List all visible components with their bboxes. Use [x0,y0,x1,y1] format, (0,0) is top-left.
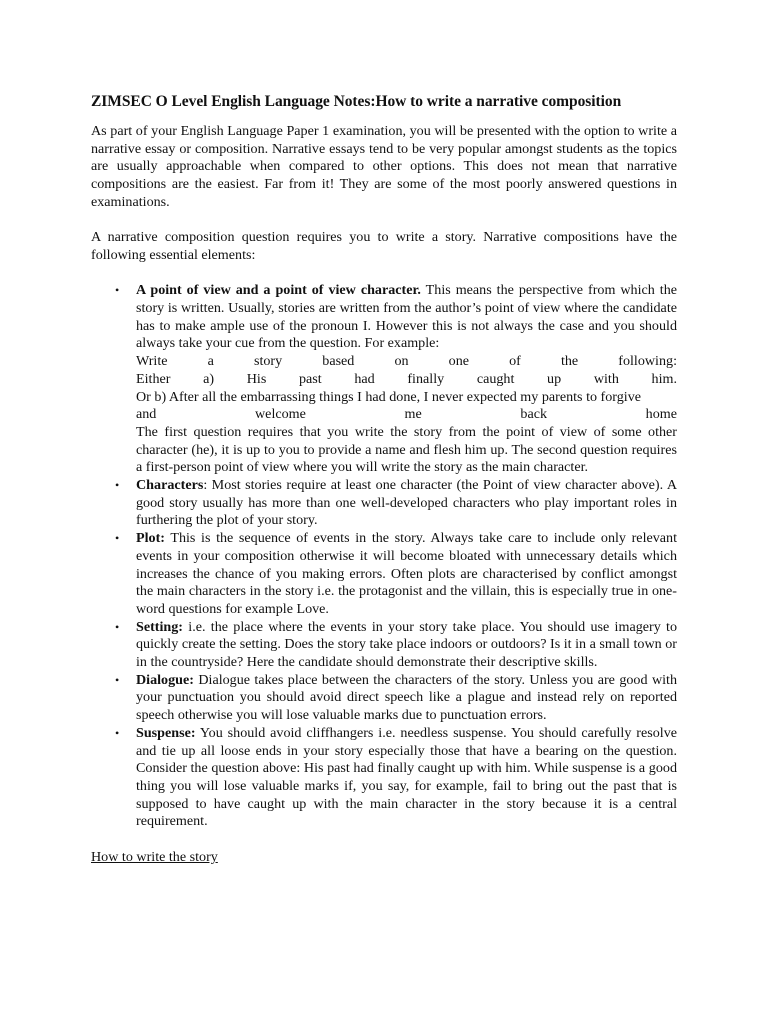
list-item-dialogue [91,672,677,725]
bullet-icon: • [115,619,120,634]
element-text: Dialogue takes place between the characters of the story. Unless you are good with your punctuation you should avoid direct speech like a plague and instead rely on reported speech otherwise you will lose valuable marks due to punctuation errors. [136,671,677,724]
element-term: Dialogue: [136,671,194,688]
example-line: Write a story based on one of the following: [136,353,677,370]
example-line: and welcome me back home [136,406,677,423]
element-term: Suspense: [136,724,196,741]
element-text: i.e. the place where the events in your story take place. You should use imagery to quickly create the setting. Does the story take place indoors or outdoors? Is it in a small town or in the countryside? Here the candidate should demonstrate their descriptive skills. [136,618,677,671]
narrative-elements-list [91,282,677,831]
section-heading-how-to-write: How to write the story [91,848,218,865]
list-item-suspense [91,725,677,831]
list-item-point-of-view [91,282,677,477]
elements-intro-paragraph: A narrative composition question requires you to write a story. Narrative compositions have the following essential elements: [91,229,677,263]
list-item-setting [91,619,677,672]
bullet-icon: • [115,478,120,493]
element-text: You should avoid cliffhangers i.e. needless suspense. You should carefully resolve and tie up all loose ends in your story especially those that have a bearing on the question. Consider the question above: His past had finally caught up with him. While suspense is a good thing you will lose valuable marks if, you say, for example, fail to bring out the past that is supposed to have caught up with the main character in the story because it is a central requirement. [136,724,677,830]
element-text: : Most stories require at least one character (the Point of view character above). A good story usually has more than one well-developed characters who play important roles in furthering the plot of your story. [136,477,677,529]
bullet-icon: • [115,283,120,298]
list-item-plot [91,530,677,619]
element-term: A point of view and a point of view character. [136,282,421,299]
element-term: Plot: [136,530,165,547]
document-title: ZIMSEC O Level English Language Notes:How to write a narrative composition [91,93,622,110]
element-term: Setting: [136,618,183,635]
intro-paragraph: As part of your English Language Paper 1 examination, you will be presented with the option to write a narrative essay or composition. Narrative essays tend to be very popular amongst students as the topics are usually approachable when compared to other options. This does not mean that narrative compositions are the easiest. Far from it! They are some of the most poorly answered questions in examinations. [91,123,677,210]
element-term: Characters [136,477,204,494]
element-text: This is the sequence of events in the story. Always take care to include only relevant events in your composition otherwise it will become bloated with unnecessary details which increases the chance of you making errors. Often plots are characterised by conflict amongst the main characters in the story i.e. the protagonist and the villain, this is especially true in one-word questions for example Love. [136,530,677,617]
bullet-icon: • [115,531,120,546]
bullet-icon: • [115,725,120,740]
element-text: This means the perspective from which the story is written. Usually, stories are written from the author’s point of view where the candidate has to make ample use of the pronoun I. However this is not always the case and you should always take your cue from the question. For example: [136,282,678,352]
example-line: Or b) After all the embarrassing things I had done, I never expected my parents to forgive [136,388,641,405]
element-followup: The first question requires that you write the story from the point of view of some other character (he), it is up to you to provide a name and flesh him up. The second question requires a first-person point of view where you will write the story as the main character. [136,423,677,476]
document-page [91,92,677,866]
bullet-icon: • [115,672,120,687]
list-item-characters [91,477,677,530]
example-line: Either a) His past had finally caught up with him. [136,370,677,387]
